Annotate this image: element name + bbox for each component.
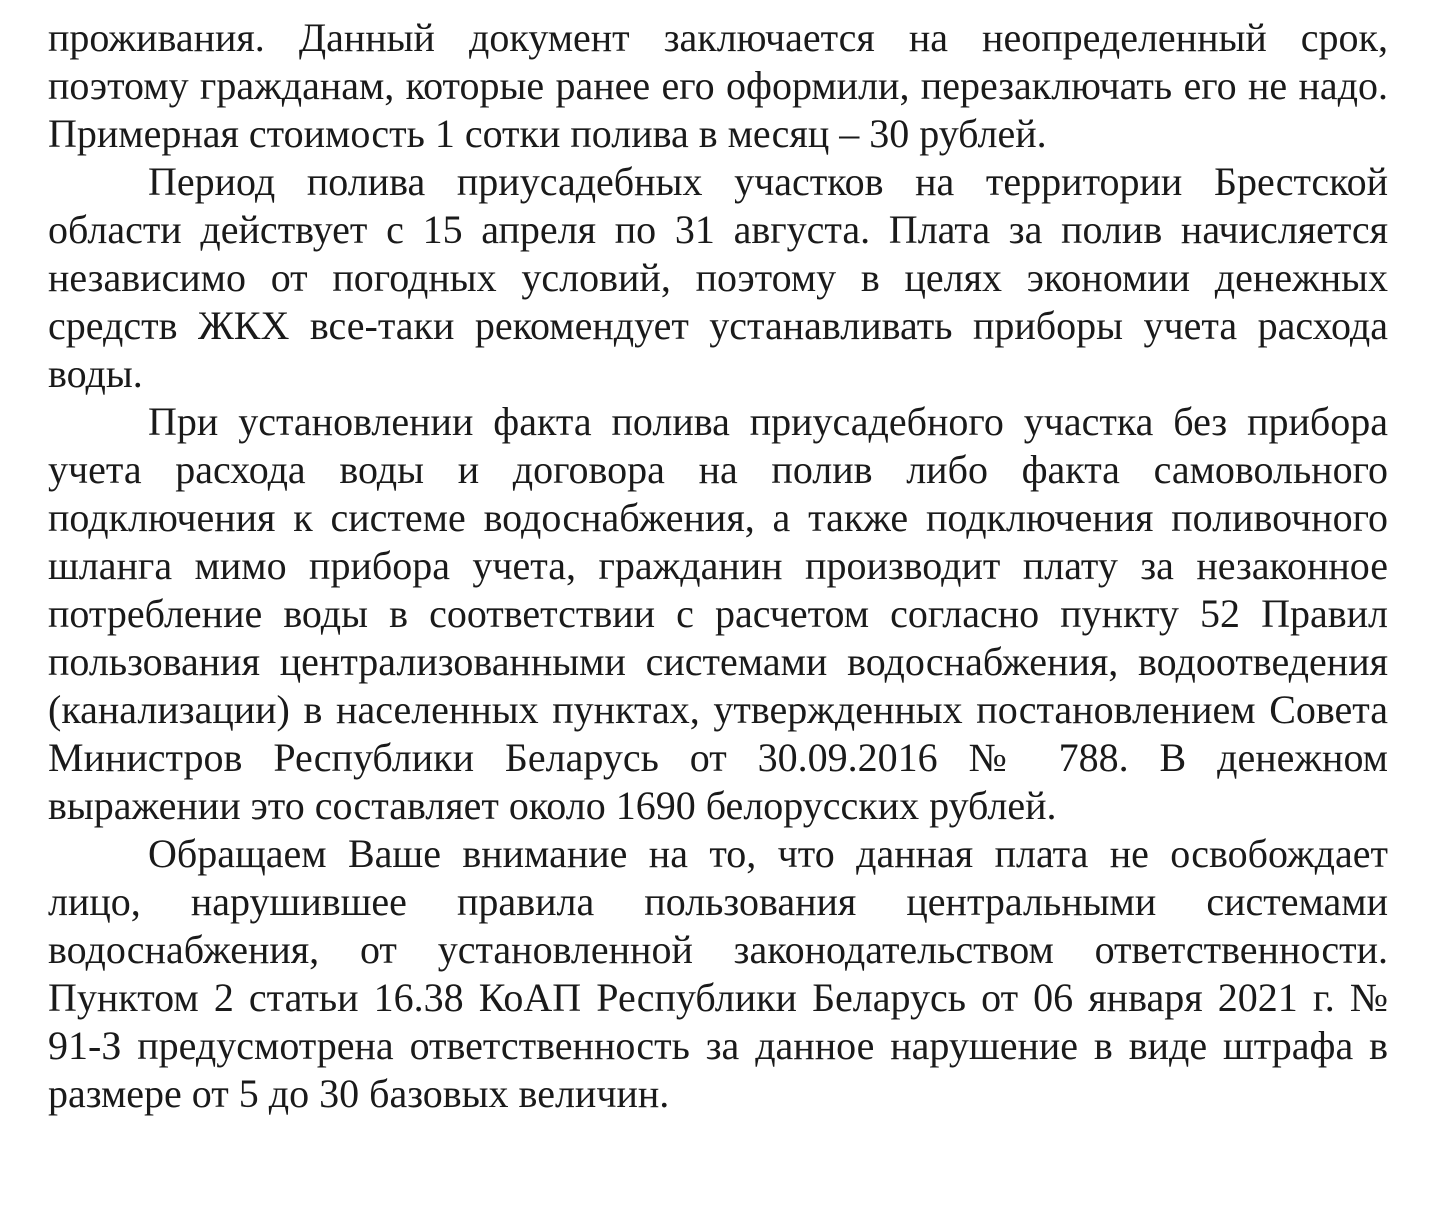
document-body xyxy=(48,14,1388,1118)
paragraph-contract-term: проживания. Данный документ заключается на неопределенный срок, поэтому гражданам, которые ранее его оформили, перезаключать его не надо. Примерная стоимость 1 сотки полива в месяц – 30 рублей. xyxy=(48,15,1388,156)
paragraph-illegal-watering: При установлении факта полива приусадебного участка без прибора учета расхода воды и договора на полив либо факта самовольного подключения к системе водоснабжения, а также подключения поливочного шланга мимо прибора учета, гражданин производит плату за незаконное потребление воды в соответствии с расчетом согласно пункту 52 Правил пользования централизованными системами водоснабжения, водоотведения (канализации) в населенных пунктах, утвержденных постановлением Совета Министров Республики Беларусь от 30.09.2016 № 788. В денежном выражении это составляет около 1690 белорусских рублей. xyxy=(48,399,1388,828)
paragraph-watering-period: Период полива приусадебных участков на территории Брестской области действует с 15 апреля по 31 августа. Плата за полив начисляется независимо от погодных условий, поэтому в целях экономии денежных средств ЖКХ все-таки рекомендует устанавливать приборы учета расхода воды. xyxy=(48,159,1388,396)
paragraph-liability: Обращаем Ваше внимание на то, что данная плата не освобождает лицо, нарушившее правила пользования центральными системами водоснабжения, от установленной законодательством ответственности. Пунктом 2 статьи 16.38 КоАП Республики Беларусь от 06 января 2021 г. № 91-З предусмотрена ответственность за данное нарушение в виде штрафа в размере от 5 до 30 базовых величин. xyxy=(48,831,1388,1116)
